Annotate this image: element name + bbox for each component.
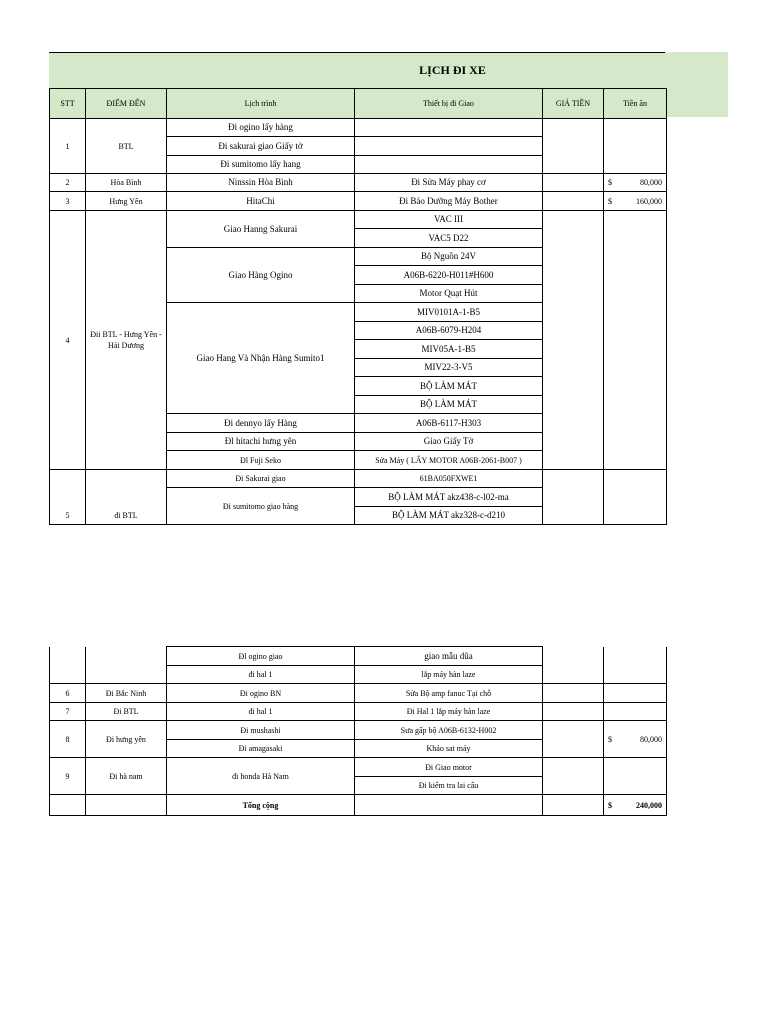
table-row: [50, 470, 667, 488]
schedule-cell: Đl ogino giao: [167, 647, 355, 666]
equipment-cell: BỘ LÀM MÁT akz328-c-d210: [355, 507, 543, 525]
schedule-cell: Đi sumitomo giao hàng: [167, 488, 355, 525]
table-row: [50, 211, 667, 229]
destination-cell: Đi hà nam: [86, 758, 167, 795]
destination-cell: Hòa Bình: [86, 174, 167, 192]
equipment-cell: VAC III: [355, 211, 543, 229]
total-amount: 240,000: [636, 800, 662, 810]
equipment-cell: A06B-6117-H303: [355, 414, 543, 433]
meal-cell: [604, 684, 667, 703]
schedule-cell: Giao Hàng Ogino: [167, 248, 355, 303]
equipment-cell: Đi Sửa Máy phay cơ: [355, 174, 543, 192]
equipment-cell: Đi Giao motor: [355, 758, 543, 777]
price-cell: [543, 703, 604, 721]
destination-cell: Đi Bắc Ninh: [86, 684, 167, 703]
destination-cell: đi BTL: [86, 470, 167, 525]
schedule-table-top: [49, 88, 667, 525]
meal-cell: [604, 119, 667, 174]
equipment-cell: giao mẫu dũa: [355, 647, 543, 666]
schedule-cell: đi hal 1: [167, 666, 355, 684]
row-number: 6: [50, 684, 86, 703]
row-number: [50, 647, 86, 684]
meal-cell: [604, 721, 667, 758]
meal-cell: [604, 211, 667, 470]
row-number: 8: [50, 721, 86, 758]
destination-cell: Đi BTL: [86, 703, 167, 721]
schedule-cell: Giao Hang Và Nhận Hàng Sumito1: [167, 303, 355, 414]
table-row: [50, 703, 667, 721]
equipment-cell: Đi kiểm tra lai cẩu: [355, 777, 543, 795]
row-number: [50, 795, 86, 816]
equipment-cell: [355, 795, 543, 816]
row-number: 9: [50, 758, 86, 795]
equipment-cell: Motor Quạt Hút: [355, 285, 543, 303]
header-stt: STT: [50, 89, 86, 119]
table-row: [50, 758, 667, 777]
meal-cell: [604, 470, 667, 525]
header-row: [50, 89, 667, 119]
equipment-cell: Khảo sat máy: [355, 740, 543, 758]
schedule-cell: Đi ogino lấy hàng: [167, 119, 355, 137]
schedule-cell: HitaChi: [167, 192, 355, 211]
row-number: 3: [50, 192, 86, 211]
price-cell: [543, 684, 604, 703]
total-label: Tổng cộng: [167, 795, 355, 816]
equipment-cell: BỘ LÀM MÁT akz438-c-l02-ma: [355, 488, 543, 507]
header-destination: ĐIỂM ĐẾN: [86, 89, 167, 119]
schedule-cell: Đi sumitomo lấy hang: [167, 156, 355, 174]
schedule-cell: Đi amagasaki: [167, 740, 355, 758]
currency-symbol: $: [608, 800, 612, 810]
price-cell: [543, 119, 604, 174]
equipment-cell: 61BA050FXWE1: [355, 470, 543, 488]
destination-cell: [86, 795, 167, 816]
equipment-cell: Đi Hal 1 lắp máy hàn laze: [355, 703, 543, 721]
meal-cell: [604, 647, 667, 684]
equipment-cell: MIV0101A-1-B5: [355, 303, 543, 322]
equipment-cell: [355, 119, 543, 137]
schedule-cell: Giao Hanng Sakurai: [167, 211, 355, 248]
meal-amount: 80,000: [640, 734, 662, 744]
destination-cell: BTL: [86, 119, 167, 174]
meal-cell: [604, 703, 667, 721]
row-number: 5: [50, 470, 86, 525]
currency-symbol: $: [608, 196, 612, 206]
schedule-cell: đi honda Hà Nam: [167, 758, 355, 795]
price-cell: [543, 211, 604, 470]
schedule-cell: Đi dennyo lấy Hàng: [167, 414, 355, 433]
equipment-cell: [355, 156, 543, 174]
table-row: [50, 119, 667, 137]
table-row: [50, 684, 667, 703]
destination-cell: Đi hưng yên: [86, 721, 167, 758]
equipment-cell: A06B-6220-H011#H600: [355, 266, 543, 285]
schedule-cell: Đl hitachi hưng yên: [167, 433, 355, 451]
total-meal-cell: [604, 795, 667, 816]
table-row: [50, 647, 667, 666]
price-cell: [543, 721, 604, 758]
equipment-cell: MIV05A-1-B5: [355, 340, 543, 359]
schedule-cell: Đi mushashi: [167, 721, 355, 740]
row-number: 1: [50, 119, 86, 174]
price-cell: [543, 192, 604, 211]
total-row: [50, 795, 667, 816]
row-number: 7: [50, 703, 86, 721]
destination-cell: Đii BTL - Hưng Yên - Hải Dương: [86, 211, 167, 470]
price-cell: [543, 470, 604, 525]
page-title: LỊCH ĐI XE: [419, 63, 486, 77]
currency-symbol: $: [608, 734, 612, 744]
price-cell: [543, 758, 604, 795]
schedule-cell: Đi sakurai giao Giấy tờ: [167, 137, 355, 156]
equipment-cell: VAC5 D22: [355, 229, 543, 248]
equipment-cell: BỘ LÀM MÁT: [355, 377, 543, 396]
destination-cell: [86, 647, 167, 684]
schedule-cell: Đi ogino BN: [167, 684, 355, 703]
equipment-cell: lắp máy hàn laze: [355, 666, 543, 684]
price-cell: [543, 174, 604, 192]
equipment-cell: MIV22-3-V5: [355, 359, 543, 377]
header-schedule: Lịch trình: [167, 89, 355, 119]
equipment-cell: BỘ LÀM MÁT: [355, 396, 543, 414]
header-price: GIÁ TIỀN: [543, 89, 604, 119]
equipment-cell: Sửa Máy ( LẤY MOTOR A06B-2061-B007 ): [355, 451, 543, 470]
schedule-cell: Ninssin Hòa Bình: [167, 174, 355, 192]
destination-cell: Hưng Yên: [86, 192, 167, 211]
header-meal: Tiền ăn: [604, 89, 667, 119]
equipment-cell: A06B-6079-H204: [355, 322, 543, 340]
meal-cell: [604, 174, 667, 192]
meal-amount: 80,000: [640, 178, 662, 187]
schedule-cell: đi hal 1: [167, 703, 355, 721]
schedule-cell: Đi Sakurai giao: [167, 470, 355, 488]
schedule-table-bottom: [49, 646, 667, 816]
equipment-cell: Sưa gấp bộ A06B-6132-H002: [355, 721, 543, 740]
meal-cell: [604, 758, 667, 795]
equipment-cell: Sửa Bộ amp fanuc Tại chỗ: [355, 684, 543, 703]
table-row: [50, 192, 667, 211]
meal-cell: [604, 192, 667, 211]
currency-symbol: $: [608, 178, 612, 187]
equipment-cell: Đi Bảo Dưỡng Máy Bother: [355, 192, 543, 211]
equipment-cell: [355, 137, 543, 156]
equipment-cell: Giao Giấy Tờ: [355, 433, 543, 451]
header-equipment: Thiết bị đi Giao: [355, 89, 543, 119]
row-number: 2: [50, 174, 86, 192]
meal-amount: 160,000: [636, 196, 662, 206]
table-row: [50, 721, 667, 740]
equipment-cell: Bộ Nguồn 24V: [355, 248, 543, 266]
table-row: [50, 174, 667, 192]
price-cell: [543, 795, 604, 816]
price-cell: [543, 647, 604, 684]
row-number: 4: [50, 211, 86, 470]
schedule-cell: Đl Fuji Seko: [167, 451, 355, 470]
